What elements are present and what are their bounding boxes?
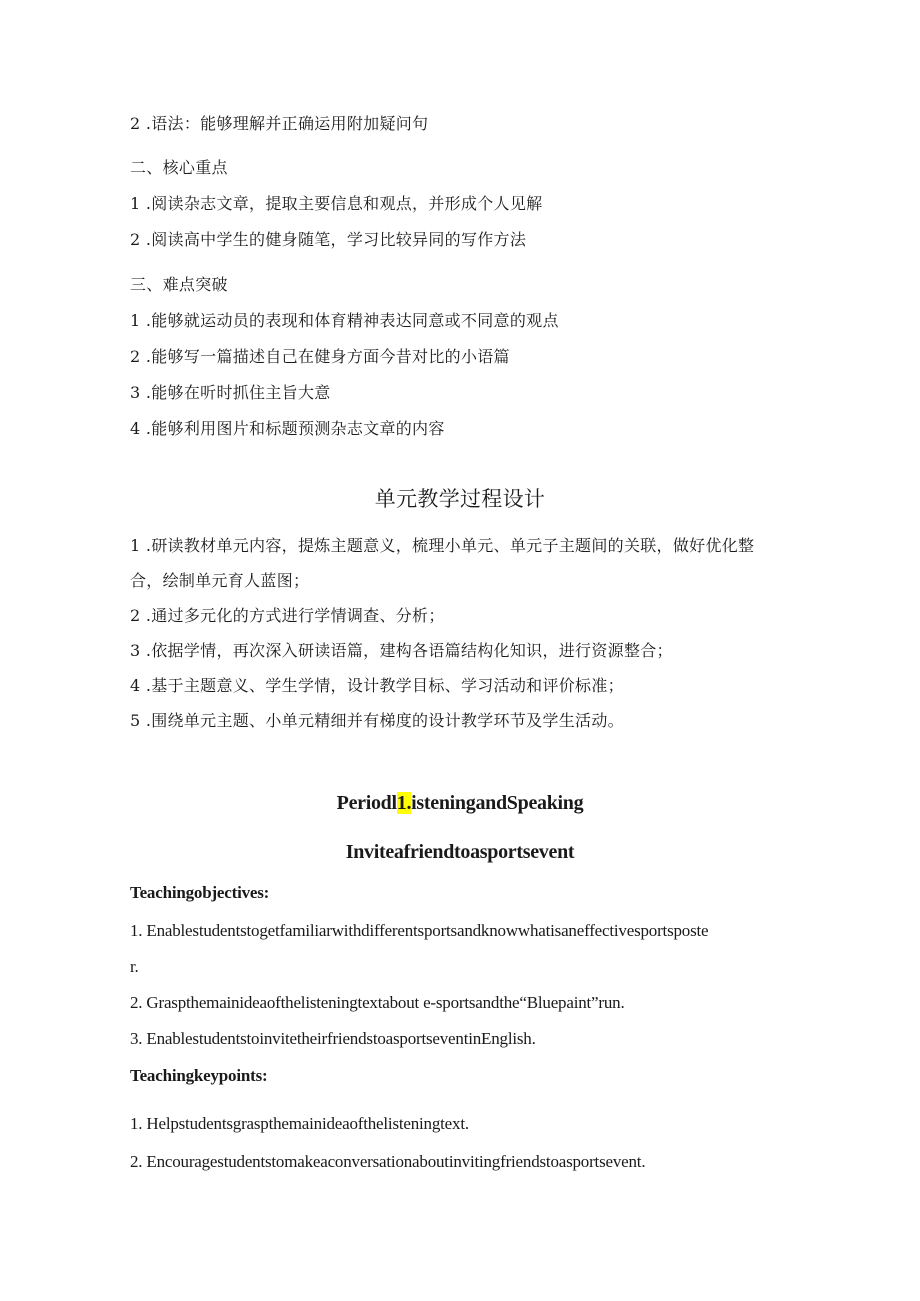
- difficulties-heading: 三、难点突破: [130, 275, 228, 294]
- language-goal-item-2: 2 .语法：能够理解并正确运用附加疑问句: [130, 114, 429, 133]
- objective-item-1b: r.: [130, 957, 139, 976]
- keypoints-heading: Teachingkeypoints:: [130, 1066, 268, 1085]
- process-title: 单元教学过程设计: [374, 487, 546, 511]
- objective-item-3: 3. EnablestudentstoinvitetheirfriendstoasportseventinEnglish.: [130, 1029, 536, 1048]
- period-title: [0, 792, 920, 814]
- difficulty-item-2: 2 .能够写一篇描述自己在健身方面今昔对比的小语篇: [130, 347, 510, 366]
- objectives-heading: Teachingobjectives:: [130, 883, 270, 902]
- difficulty-item-4: 4 .能够利用图片和标题预测杂志文章的内容: [130, 419, 445, 438]
- period-subtitle: Inviteafriendtoasportsevent: [345, 841, 575, 863]
- period-title-highlight: 1.: [396, 792, 412, 814]
- process-item-1b: 合，绘制单元育人蓝图；: [130, 571, 310, 590]
- key-point-item-2: 2 .阅读高中学生的健身随笔，学习比较异同的写作方法: [130, 230, 527, 249]
- process-item-1a: 1 .研读教材单元内容，提炼主题意义，梳理小单元、单元子主题间的关联，做好优化整: [130, 536, 755, 555]
- period-title-start: Periodl: [336, 792, 397, 814]
- difficulty-item-3: 3 .能够在听时抓住主旨大意: [130, 383, 331, 402]
- process-item-5: 5 .围绕单元主题、小单元精细并有梯度的设计教学环节及学生活动。: [130, 711, 624, 730]
- process-item-4: 4 .基于主题意义、学生学情，设计教学目标、学习活动和评价标准；: [130, 676, 624, 695]
- objective-item-1a: 1. Enablestudentstogetfamiliarwithdifferentsportsandknowwhatisaneffectivesportsposte: [130, 921, 709, 940]
- difficulty-item-1: 1 .能够就运动员的表现和体育精神表达同意或不同意的观点: [130, 311, 559, 330]
- keypoint-item-1: 1. Helpstudentsgraspthemainideaofthelisteningtext.: [130, 1114, 469, 1133]
- objective-item-2: 2. Graspthemainideaofthelisteningtextabout e-sportsandthe“Bluepaint”run.: [130, 993, 625, 1012]
- keypoint-item-2: 2. Encouragestudentstomakeaconversationaboutinvitingfriendstoasportsevent.: [130, 1152, 646, 1171]
- process-item-2: 2 .通过多元化的方式进行学情调查、分析；: [130, 606, 445, 625]
- key-point-item-1: 1 .阅读杂志文章，提取主要信息和观点，并形成个人见解: [130, 194, 543, 213]
- period-title-end: isteningandSpeaking: [411, 792, 584, 814]
- key-points-heading: 二、核心重点: [130, 158, 228, 177]
- process-item-3: 3 .依据学情，再次深入研读语篇，建构各语篇结构化知识，进行资源整合；: [130, 641, 673, 660]
